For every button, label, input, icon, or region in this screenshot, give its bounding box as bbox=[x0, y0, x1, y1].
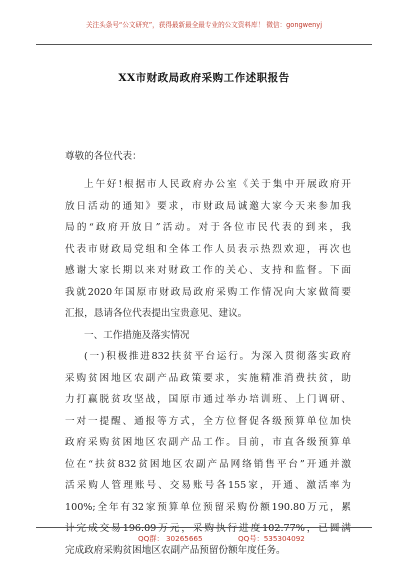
paragraph-line: 代表市财政局党组和全体工作人员表示热烈欢迎，再次也 bbox=[65, 243, 351, 255]
paragraph-line: 上午好!根据市人民政府办公室《关于集中开展政府开 bbox=[84, 179, 351, 190]
paragraph-line: 我就2020年国原市财政局政府采购工作情况向大家做简要 bbox=[65, 286, 351, 298]
paragraph-line: 政府采购贫困地区农副产品工作。目前，市直各级预算单 bbox=[65, 437, 351, 448]
qq-contact-number: QQ号：535304092 bbox=[238, 534, 305, 543]
paragraph-line: 活采购人管理账号、交易账号各155家，开通、激活率为 bbox=[65, 480, 351, 491]
paragraph-line: 力打赢脱贫攻坚战，国原市通过举办培训班、上门调研、 bbox=[65, 394, 351, 405]
paragraph-line: 感谢大家长期以来对财政工作的关心、支持和监督。下面 bbox=[65, 265, 351, 276]
paragraph-line: 一对一提醒、通报等方式，全方位督促各级预算单位加快 bbox=[65, 415, 351, 427]
paragraph-line: 放日活动的通知》要求，市财政局诚邀大家今天来参加我 bbox=[65, 200, 351, 212]
header-divider bbox=[36, 44, 372, 45]
paragraph-line: (一)积极推进832扶贫平台运行。为深入贯彻落实政府 bbox=[84, 351, 351, 362]
qq-group-number: QQ群： 30265665 bbox=[138, 534, 203, 543]
paragraph-line: 采购贫困地区农副产品政策要求，实施精准消费扶贫，助 bbox=[65, 372, 351, 384]
paragraph-line: 汇报，恳请各位代表提出宝贵意见、建议。 bbox=[65, 308, 248, 319]
paragraph-line: 完成政府采购贫困地区农副产品预留份额年度任务。 bbox=[65, 544, 286, 556]
paragraph-line: 计完成交易196.09万元，采购执行进度102.77%，已圆满 bbox=[65, 523, 351, 534]
greeting: 尊敬的各位代表： bbox=[65, 151, 142, 162]
paragraph-1 bbox=[65, 174, 351, 561]
paragraph-line: 100%;全年有32家预算单位预留采购份额190.80万元，累 bbox=[65, 501, 351, 513]
paragraph-line: 局的“政府开放日”活动。对于各位市民代表的到来，我 bbox=[65, 222, 351, 233]
section-heading: 一、工作措施及落实情况 bbox=[84, 329, 190, 341]
paragraph-line: 位在“扶贫832贫困地区农副产品网络销售平台”开通并激 bbox=[65, 458, 351, 470]
header-banner: 关注头条号“公文研究”，获得最新最全最专业的公文资料库！ 微信：gongwenyj bbox=[85, 21, 323, 29]
document-title: XX市财政局政府采购工作述职报告 bbox=[118, 72, 290, 84]
footer-divider bbox=[36, 527, 372, 528]
